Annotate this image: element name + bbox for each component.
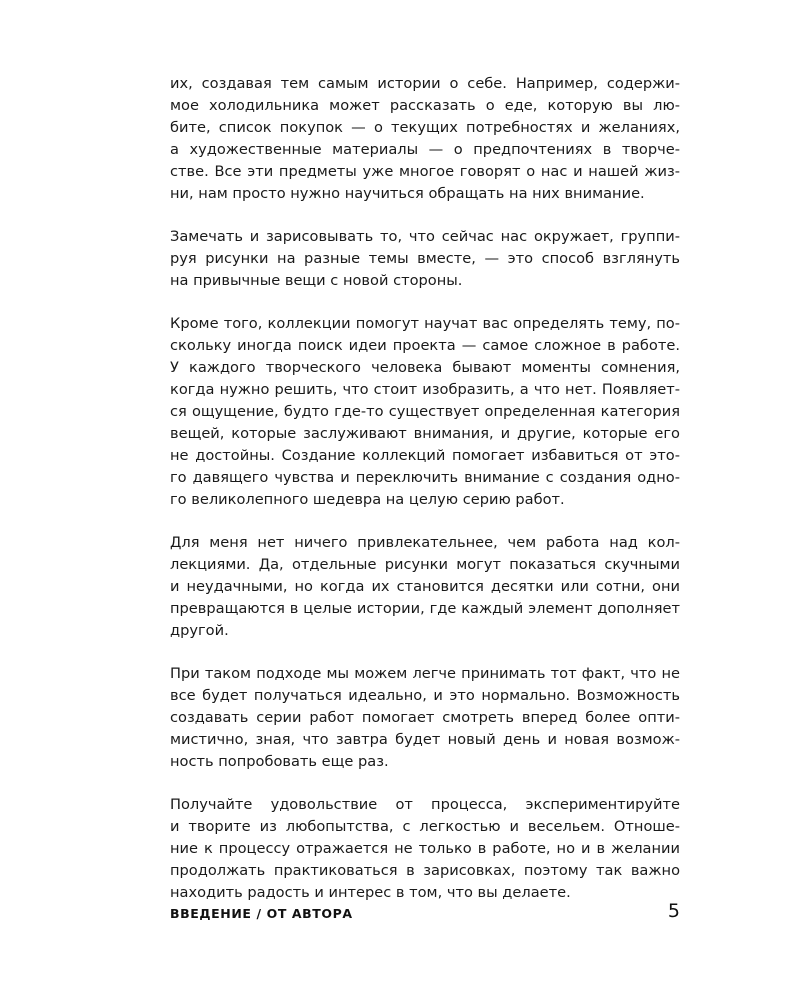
text-line: Кроме того, коллекции помогут научат вас определять тему, по- bbox=[170, 315, 680, 332]
body-text bbox=[170, 73, 680, 925]
text-line: когда нужно решить, что стоит изобразить, а что нет. Появляет- bbox=[170, 381, 680, 398]
text-line: мистично, зная, что завтра будет новый день и новая возмож- bbox=[170, 731, 680, 748]
text-line: а художественные материалы — о предпочтениях в творче- bbox=[170, 141, 680, 158]
text-line: ся ощущение, будто где-то существует определенная категория bbox=[170, 403, 680, 420]
text-line: лекциями. Да, отдельные рисунки могут показаться скучными bbox=[170, 556, 680, 573]
text-line: и творите из любопытства, с легкостью и весельем. Отноше- bbox=[170, 818, 680, 835]
paragraph-2 bbox=[170, 226, 680, 292]
text-line: все будет получаться идеально, и это нормально. Возможность bbox=[170, 687, 680, 704]
text-line: находить радость и интерес в том, что вы делаете. bbox=[170, 884, 571, 901]
text-line: скольку иногда поиск идеи проекта — самое сложное в работе. bbox=[170, 337, 680, 354]
text-line: на привычные вещи с новой стороны. bbox=[170, 272, 463, 289]
text-line: и неудачными, но когда их становится десятки или сотни, они bbox=[170, 578, 680, 595]
text-line: ние к процессу отражается не только в работе, но и в желании bbox=[170, 840, 680, 857]
text-line: При таком подходе мы можем легче принимать тот факт, что не bbox=[170, 665, 680, 682]
text-line: го великолепного шедевра на целую серию работ. bbox=[170, 491, 565, 508]
text-line: го давящего чувства и переключить внимание с создания одно- bbox=[170, 469, 680, 486]
paragraph-1 bbox=[170, 73, 680, 205]
text-line: мое холодильника может рассказать о еде, которую вы лю- bbox=[170, 97, 680, 114]
text-line: создавать серии работ помогает смотреть вперед более опти- bbox=[170, 709, 680, 726]
paragraph-4 bbox=[170, 532, 680, 642]
text-line: ни, нам просто нужно научиться обращать на них внимание. bbox=[170, 185, 645, 202]
paragraph-5 bbox=[170, 663, 680, 773]
text-line: Для меня нет ничего привлекательнее, чем работа над кол- bbox=[170, 534, 680, 551]
text-line: не достойны. Создание коллекций помогает избавиться от это- bbox=[170, 447, 680, 464]
paragraph-3 bbox=[170, 313, 680, 511]
text-line: их, создавая тем самым истории о себе. Например, содержи- bbox=[170, 75, 680, 92]
running-footer-section: ВВЕДЕНИЕ / ОТ АВТОРА bbox=[170, 906, 353, 921]
text-line: Замечать и зарисовывать то, что сейчас нас окружает, группи- bbox=[170, 228, 680, 245]
text-line: бите, список покупок — о текущих потребностях и желаниях, bbox=[170, 119, 680, 136]
paragraph-6 bbox=[170, 794, 680, 904]
text-line: превращаются в целые истории, где каждый элемент дополняет bbox=[170, 600, 680, 617]
text-line: вещей, которые заслуживают внимания, и другие, которые его bbox=[170, 425, 680, 442]
page-number: 5 bbox=[667, 900, 680, 922]
text-line: Получайте удовольствие от процесса, экспериментируйте bbox=[170, 796, 680, 813]
text-line: другой. bbox=[170, 622, 229, 639]
text-line: ность попробовать еще раз. bbox=[170, 753, 389, 770]
text-line: У каждого творческого человека бывают моменты сомнения, bbox=[170, 359, 680, 376]
text-line: стве. Все эти предметы уже многое говорят о нас и нашей жиз- bbox=[170, 163, 680, 180]
text-line: продолжать практиковаться в зарисовках, поэтому так важно bbox=[170, 862, 680, 879]
text-line: руя рисунки на разные темы вместе, — это способ взглянуть bbox=[170, 250, 680, 267]
